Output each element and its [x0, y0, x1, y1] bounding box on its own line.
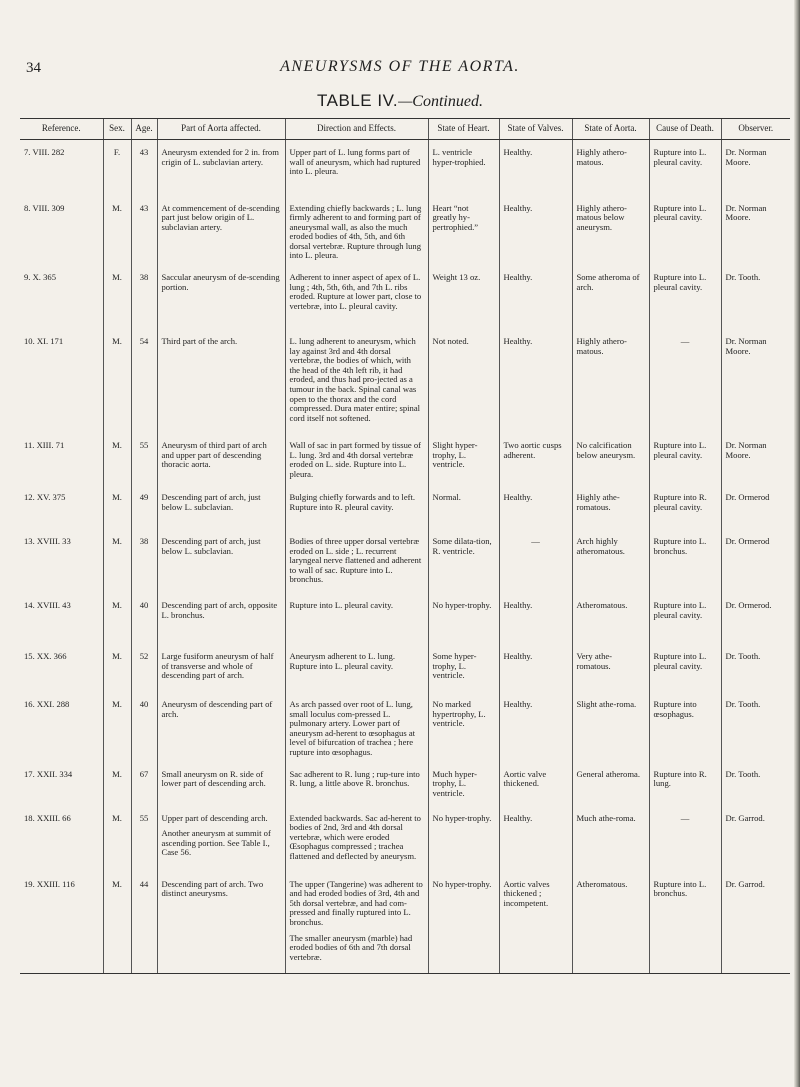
row-observer-text: Dr. Norman Moore.: [725, 147, 767, 167]
row-valves-text: Healthy.: [503, 651, 533, 662]
row-heart: [428, 265, 499, 329]
row-reference: [20, 644, 103, 692]
row-observer-text: Dr. Tooth.: [725, 768, 761, 779]
row-valves: [499, 872, 572, 974]
row-reference: [20, 872, 103, 974]
row-valves: [499, 140, 572, 196]
row-heart-text: Normal.: [432, 492, 461, 503]
row-reference: [20, 806, 103, 872]
row-valves-text: Healthy.: [503, 202, 533, 213]
table-row: [20, 140, 790, 196]
row-aorta-text: Highly athe-romatous.: [576, 492, 620, 512]
row-direction: [285, 265, 428, 329]
row-heart: [428, 692, 499, 762]
row-reference: [20, 265, 103, 329]
row-aorta-text: Very athe-romatous.: [576, 651, 613, 671]
row-cause-text: Rupture into L. pleural cavity.: [653, 651, 707, 671]
row-cause-text: Rupture into R. lung.: [653, 768, 707, 789]
row-direction-text: Bodies of three upper dorsal vertebræ eroded on L. side ; L. recurrent laryngeal nerve flattened and adherent to wall of sac. Rupture into L. bronchus.: [289, 536, 422, 585]
row-cause: [649, 329, 721, 433]
row-reference-text: 15. XX. 366: [24, 651, 67, 662]
row-part-text: Third part of the arch.: [161, 336, 238, 347]
row-reference: [20, 593, 103, 644]
row-cause: [649, 140, 721, 196]
row-part: [157, 872, 285, 974]
row-observer: [721, 140, 790, 196]
col-header-age: Age.: [131, 119, 157, 140]
row-heart-text: No hyper-trophy.: [432, 812, 492, 823]
row-sex-text: M.: [112, 492, 122, 503]
row-reference-text: 18. XXIII. 66: [24, 812, 71, 823]
col-header-part: Part of Aorta affected.: [157, 119, 285, 140]
row-cause: [649, 196, 721, 266]
row-reference: [20, 433, 103, 485]
row-direction: [285, 485, 428, 529]
row-part-text: Saccular aneurysm of de-scending portion.: [161, 272, 280, 292]
row-cause: [649, 593, 721, 644]
row-heart-text: No hyper-trophy.: [432, 600, 492, 611]
row-cause-text: Rupture into L. pleural cavity.: [653, 147, 707, 167]
row-heart-text: No hyper-trophy.: [432, 878, 492, 889]
row-cause: [649, 265, 721, 329]
row-heart: [428, 806, 499, 872]
row-sex: [103, 644, 131, 692]
row-sex: [103, 872, 131, 974]
row-direction: [285, 140, 428, 196]
row-age: [131, 329, 157, 433]
row-part-text: Aneurysm extended for 2 in. from crigin of L. subclavian artery.: [161, 147, 279, 167]
row-sex: [103, 762, 131, 806]
row-observer: [721, 692, 790, 762]
row-valves-text: Healthy.: [503, 336, 533, 347]
row-valves-text: Healthy.: [503, 147, 533, 157]
row-sex: [103, 265, 131, 329]
row-direction-text: Sac adherent to R. lung ; rup-ture into R. lung, a little above R. bronchus.: [289, 768, 420, 789]
row-age-text: 43: [139, 202, 149, 213]
row-reference: [20, 329, 103, 433]
row-part-text: Descending part of arch, just below L. subclavian.: [161, 492, 261, 512]
row-aorta: [572, 433, 649, 485]
row-valves-text: —: [531, 536, 540, 547]
row-part: [157, 806, 285, 872]
row-reference-text: 19. XXIII. 116: [24, 878, 75, 889]
row-aorta: [572, 806, 649, 872]
row-cause: [649, 485, 721, 529]
row-age: [131, 806, 157, 872]
row-heart-text: Not noted.: [432, 336, 469, 347]
row-reference-text: 8. VIII. 309: [24, 202, 65, 213]
row-part-text: Aneurysm of third part of arch and upper part of descending thoracic aorta.: [161, 440, 267, 470]
row-observer: [721, 644, 790, 692]
row-valves: [499, 329, 572, 433]
row-observer: [721, 265, 790, 329]
row-observer-text: Dr. Garrod.: [725, 878, 765, 889]
row-part: [157, 140, 285, 196]
row-cause: [649, 529, 721, 593]
table-row: [20, 196, 790, 266]
row-aorta: [572, 692, 649, 762]
row-direction: [285, 433, 428, 485]
row-aorta-text: General atheroma.: [576, 768, 640, 779]
row-cause-text: —: [680, 336, 690, 347]
row-sex-text: M.: [112, 600, 122, 611]
row-reference-text: 7. VIII. 282: [24, 147, 65, 157]
row-sex: [103, 529, 131, 593]
row-cause-text: —: [680, 812, 690, 823]
row-valves: [499, 806, 572, 872]
row-observer-text: Dr. Ormerod: [725, 492, 770, 503]
row-part: [157, 196, 285, 266]
table-row: [20, 433, 790, 485]
col-header-sex: Sex.: [103, 119, 131, 140]
row-heart: [428, 433, 499, 485]
col-header-cause: Cause of Death.: [649, 119, 721, 140]
row-aorta-text: Slight athe-roma.: [576, 699, 637, 710]
row-direction: [285, 529, 428, 593]
row-sex-text: M.: [112, 336, 122, 347]
row-valves-text: Healthy.: [503, 272, 533, 283]
row-sex-text: M.: [112, 768, 122, 779]
row-valves: [499, 433, 572, 485]
row-valves-text: Healthy.: [503, 600, 533, 611]
row-aorta-text: Highly athero-matous.: [576, 147, 627, 167]
row-age: [131, 433, 157, 485]
row-valves: [499, 644, 572, 692]
row-heart-text: Slight hyper-trophy, L. ventricle.: [432, 440, 478, 470]
row-heart: [428, 485, 499, 529]
row-age-text: 44: [139, 878, 149, 889]
table-title-sub: —Continued.: [398, 93, 483, 110]
row-aorta-text: Atheromatous.: [576, 600, 628, 611]
page-number: 34: [26, 60, 41, 76]
row-part-text: Upper part of descending arch.: [161, 812, 268, 823]
row-observer: [721, 872, 790, 974]
row-observer-text: Dr. Garrod.: [725, 812, 765, 823]
row-reference-text: 11. XIII. 71: [24, 440, 65, 451]
row-observer-text: Dr. Tooth.: [725, 651, 761, 662]
row-heart: [428, 762, 499, 806]
table-row: [20, 872, 790, 974]
row-cause: [649, 762, 721, 806]
row-age-text: 40: [139, 699, 149, 710]
row-aorta: [572, 593, 649, 644]
row-reference-text: 13. XVIII. 33: [24, 536, 71, 547]
row-valves-text: Two aortic cusps adherent.: [503, 440, 562, 460]
row-direction-text: Adherent to inner aspect of apex of L. lung ; 4th, 5th, 6th, and 7th L. ribs eroded. Rupture at lower part, close to vertebræ, into L. pleural cavity.: [289, 272, 422, 311]
row-direction: [285, 692, 428, 762]
row-age-text: 55: [139, 440, 149, 451]
row-observer-text: Dr. Ormerod: [725, 536, 770, 547]
row-direction: [285, 196, 428, 266]
row-direction: [285, 806, 428, 872]
row-heart-text: L. ventricle hyper-trophied.: [432, 147, 486, 167]
row-valves-text: Aortic valves thickened ; incompetent.: [503, 878, 550, 908]
row-age-text: 40: [139, 600, 149, 611]
row-observer: [721, 196, 790, 266]
row-aorta: [572, 265, 649, 329]
row-reference: [20, 196, 103, 266]
row-cause: [649, 692, 721, 762]
row-part: [157, 644, 285, 692]
row-sex-text: M.: [112, 272, 122, 283]
row-cause-text: Rupture into œsophagus.: [653, 699, 697, 719]
row-observer-text: Dr. Tooth.: [725, 272, 761, 283]
row-age-text: 49: [139, 492, 149, 503]
row-cause-text: Rupture into L. pleural cavity.: [653, 272, 707, 292]
row-age: [131, 692, 157, 762]
aneurysm-table: [20, 118, 790, 974]
row-observer-text: Dr. Norman Moore.: [725, 202, 767, 223]
table-row: [20, 485, 790, 529]
row-age-text: 38: [139, 536, 149, 547]
row-direction-text: Extended backwards. Sac ad-herent to bodies of 2nd, 3rd and 4th dorsal vertebræ, which were eroded Œsophagus compressed ; trachea flattened and deflected by aneurysm.: [289, 812, 421, 861]
row-sex-text: M.: [112, 878, 122, 889]
table-row: [20, 806, 790, 872]
row-aorta: [572, 140, 649, 196]
row-direction-text: Upper part of L. lung forms part of wall of aneurysm, which had ruptured into L. pleura.: [289, 147, 421, 177]
row-heart: [428, 140, 499, 196]
row-reference-text: 17. XXII. 334: [24, 768, 73, 779]
row-age-text: 52: [139, 651, 149, 662]
row-reference-text: 9. X. 365: [24, 272, 56, 283]
row-direction-text: Bulging chiefly forwards and to left. Rupture into R. pleural cavity.: [289, 492, 416, 512]
row-age-text: 38: [139, 272, 149, 283]
row-reference: [20, 485, 103, 529]
row-sex-text: F.: [113, 147, 121, 157]
row-age: [131, 762, 157, 806]
row-sex: [103, 433, 131, 485]
row-observer-text: Dr. Tooth.: [725, 699, 761, 710]
row-heart-text: No marked hypertrophy, L. ventricle.: [432, 699, 486, 729]
row-reference-text: 16. XXI. 288: [24, 699, 70, 710]
row-age: [131, 265, 157, 329]
row-sex-text: M.: [112, 812, 122, 823]
row-part-text: Another aneurysm at summit of ascending portion. See Table I., Case 56.: [161, 828, 271, 858]
row-part-text: Small aneurysm on R. side of lower part of descending arch.: [161, 768, 266, 789]
row-aorta-text: Arch highly atheromatous.: [576, 536, 625, 556]
row-heart: [428, 529, 499, 593]
row-observer-text: Dr. Norman Moore.: [725, 440, 767, 460]
row-heart: [428, 872, 499, 974]
row-direction: [285, 762, 428, 806]
row-aorta: [572, 872, 649, 974]
row-sex-text: M.: [112, 202, 122, 213]
row-cause-text: Rupture into L. pleural cavity.: [653, 202, 707, 223]
row-valves: [499, 762, 572, 806]
row-direction-text: Wall of sac in part formed by tissue of L. lung. 3rd and 4th dorsal vertebræ eroded on L. side. Rupture into L. pleura.: [289, 440, 422, 479]
row-observer: [721, 433, 790, 485]
col-header-heart: State of Heart.: [428, 119, 499, 140]
row-observer: [721, 329, 790, 433]
row-part: [157, 485, 285, 529]
table-row: [20, 762, 790, 806]
row-observer: [721, 529, 790, 593]
row-observer-text: Dr. Norman Moore.: [725, 336, 767, 356]
row-age: [131, 485, 157, 529]
table-row: [20, 329, 790, 433]
row-aorta-text: Highly athero-matous below aneurysm.: [576, 202, 627, 232]
col-header-valves: State of Valves.: [499, 119, 572, 140]
row-part: [157, 329, 285, 433]
row-sex: [103, 806, 131, 872]
row-aorta: [572, 644, 649, 692]
row-reference-text: 10. XI. 171: [24, 336, 64, 347]
row-valves: [499, 692, 572, 762]
row-direction-text: The upper (Tangerine) was adherent to and had eroded bodies of 3rd, 4th and 5th dorsal vertebræ, and had com-pressed and finally ruptured into L. bronchus.: [289, 878, 423, 927]
row-age: [131, 593, 157, 644]
row-valves: [499, 593, 572, 644]
row-reference-text: 14. XVIII. 43: [24, 600, 71, 611]
table-header-row: [20, 119, 790, 140]
row-cause: [649, 644, 721, 692]
row-observer-text: Dr. Ormerod.: [725, 600, 772, 611]
table-row: [20, 265, 790, 329]
row-aorta-text: Some atheroma of arch.: [576, 272, 640, 292]
row-sex-text: M.: [112, 699, 122, 710]
row-age: [131, 140, 157, 196]
row-direction: [285, 329, 428, 433]
row-part: [157, 529, 285, 593]
row-heart-text: Some dilata-tion, R. ventricle.: [432, 536, 492, 556]
table-title: [0, 91, 800, 111]
row-cause-text: Rupture into L. bronchus.: [653, 536, 707, 556]
row-aorta: [572, 196, 649, 266]
row-part: [157, 593, 285, 644]
row-valves: [499, 196, 572, 266]
row-age-text: 55: [139, 812, 149, 823]
row-direction-text: The smaller aneurysm (marble) had eroded bodies of 6th and 7th dorsal vertebræ.: [289, 932, 413, 962]
row-cause-text: Rupture into L. pleural cavity.: [653, 440, 707, 460]
row-part-text: At commencement of de-scending part just below origin of L. subclavian artery.: [161, 202, 280, 232]
row-direction: [285, 644, 428, 692]
row-age-text: 43: [139, 147, 149, 157]
table-row: [20, 529, 790, 593]
row-direction-text: Extending chiefly backwards ; L. lung firmly adherent to and forming part of aneurysmal wall, as also the much eroded bodies of 4th, 5th, and 6th dorsal vertebræ. Rupture through lung into L. pleura.: [289, 202, 422, 261]
row-direction-text: As arch passed over root of L. lung, small loculus com-pressed L. pulmonary artery. Lower part of aneurysm ad-herent to œsophagus at level of bifurcation of trachea ; here rupture into œsophagus.: [289, 699, 416, 758]
row-sex: [103, 140, 131, 196]
col-header-reference: Reference.: [20, 119, 103, 140]
row-valves: [499, 529, 572, 593]
row-valves-text: Aortic valve thickened.: [503, 768, 547, 789]
table-row: [20, 644, 790, 692]
row-observer: [721, 593, 790, 644]
row-reference-text: 12. XV. 375: [24, 492, 66, 503]
row-direction: [285, 872, 428, 974]
row-reference: [20, 529, 103, 593]
col-header-aorta: State of Aorta.: [572, 119, 649, 140]
row-heart-text: Weight 13 oz.: [432, 272, 481, 283]
row-sex: [103, 485, 131, 529]
table-row: [20, 692, 790, 762]
row-direction-text: Aneurysm adherent to L. lung. Rupture into L. pleural cavity.: [289, 651, 395, 671]
col-header-observer: Observer.: [721, 119, 790, 140]
row-sex-text: M.: [112, 651, 122, 662]
row-heart-text: Some hyper-trophy, L. ventricle.: [432, 651, 477, 681]
row-part: [157, 692, 285, 762]
row-age-text: 67: [139, 768, 149, 779]
row-sex-text: M.: [112, 536, 122, 547]
row-observer: [721, 806, 790, 872]
row-heart: [428, 644, 499, 692]
row-cause: [649, 806, 721, 872]
row-aorta: [572, 529, 649, 593]
table-title-main: TABLE IV.: [317, 91, 399, 110]
row-cause-text: Rupture into R. pleural cavity.: [653, 492, 707, 512]
row-valves: [499, 485, 572, 529]
row-heart-text: Much hyper-trophy, L. ventricle.: [432, 768, 477, 798]
row-cause: [649, 433, 721, 485]
row-direction-text: L. lung adherent to aneurysm, which lay against 3rd and 4th dorsal vertebræ, the bodies of which, with the head of the 4th left rib, it had eroded, and thus had pro-jected as a tumour in the back. Spinal canal was open to the thorax and the cord compressed. Dura mater entire; spinal cord itself not softened.: [289, 336, 421, 423]
row-cause-text: Rupture into L. bronchus.: [653, 878, 707, 899]
row-cause-text: Rupture into L. pleural cavity.: [653, 600, 707, 620]
row-age-text: 54: [139, 336, 149, 347]
row-aorta-text: Much athe-roma.: [576, 812, 636, 823]
table-row: [20, 593, 790, 644]
row-valves: [499, 265, 572, 329]
row-valves-text: Healthy.: [503, 699, 533, 710]
row-aorta: [572, 329, 649, 433]
row-cause: [649, 872, 721, 974]
row-age: [131, 872, 157, 974]
row-part-text: Descending part of arch, opposite L. bronchus.: [161, 600, 278, 620]
row-age: [131, 196, 157, 266]
row-sex: [103, 196, 131, 266]
row-reference: [20, 140, 103, 196]
row-valves-text: Healthy.: [503, 492, 533, 503]
col-header-direction: Direction and Effects.: [285, 119, 428, 140]
row-part-text: Large fusiform aneurysm of half of transverse and whole of descending part of arch.: [161, 651, 274, 681]
row-observer: [721, 762, 790, 806]
row-reference: [20, 692, 103, 762]
row-heart: [428, 593, 499, 644]
row-observer: [721, 485, 790, 529]
row-age: [131, 644, 157, 692]
row-aorta: [572, 485, 649, 529]
row-part-text: Aneurysm of descending part of arch.: [161, 699, 273, 719]
row-heart: [428, 329, 499, 433]
row-valves-text: Healthy.: [503, 812, 533, 823]
row-aorta-text: No calcification below aneurysm.: [576, 440, 636, 460]
row-heart-text: Heart “not greatly hy-pertrophied.”: [432, 202, 479, 232]
row-sex: [103, 593, 131, 644]
row-sex: [103, 329, 131, 433]
running-head: ANEURYSMS OF THE AORTA.: [280, 58, 520, 75]
row-part: [157, 265, 285, 329]
row-sex-text: M.: [112, 440, 122, 451]
row-sex: [103, 692, 131, 762]
row-aorta-text: Atheromatous.: [576, 878, 628, 889]
row-heart: [428, 196, 499, 266]
row-age: [131, 529, 157, 593]
row-reference: [20, 762, 103, 806]
row-part: [157, 762, 285, 806]
row-part-text: Descending part of arch. Two distinct aneurysms.: [161, 878, 264, 899]
row-direction-text: Rupture into L. pleural cavity.: [289, 600, 393, 611]
row-aorta-text: Highly athero-matous.: [576, 336, 627, 356]
row-direction: [285, 593, 428, 644]
row-part-text: Descending part of arch, just below L. subclavian.: [161, 536, 261, 556]
row-aorta: [572, 762, 649, 806]
row-part: [157, 433, 285, 485]
binding-edge: [794, 0, 800, 1087]
